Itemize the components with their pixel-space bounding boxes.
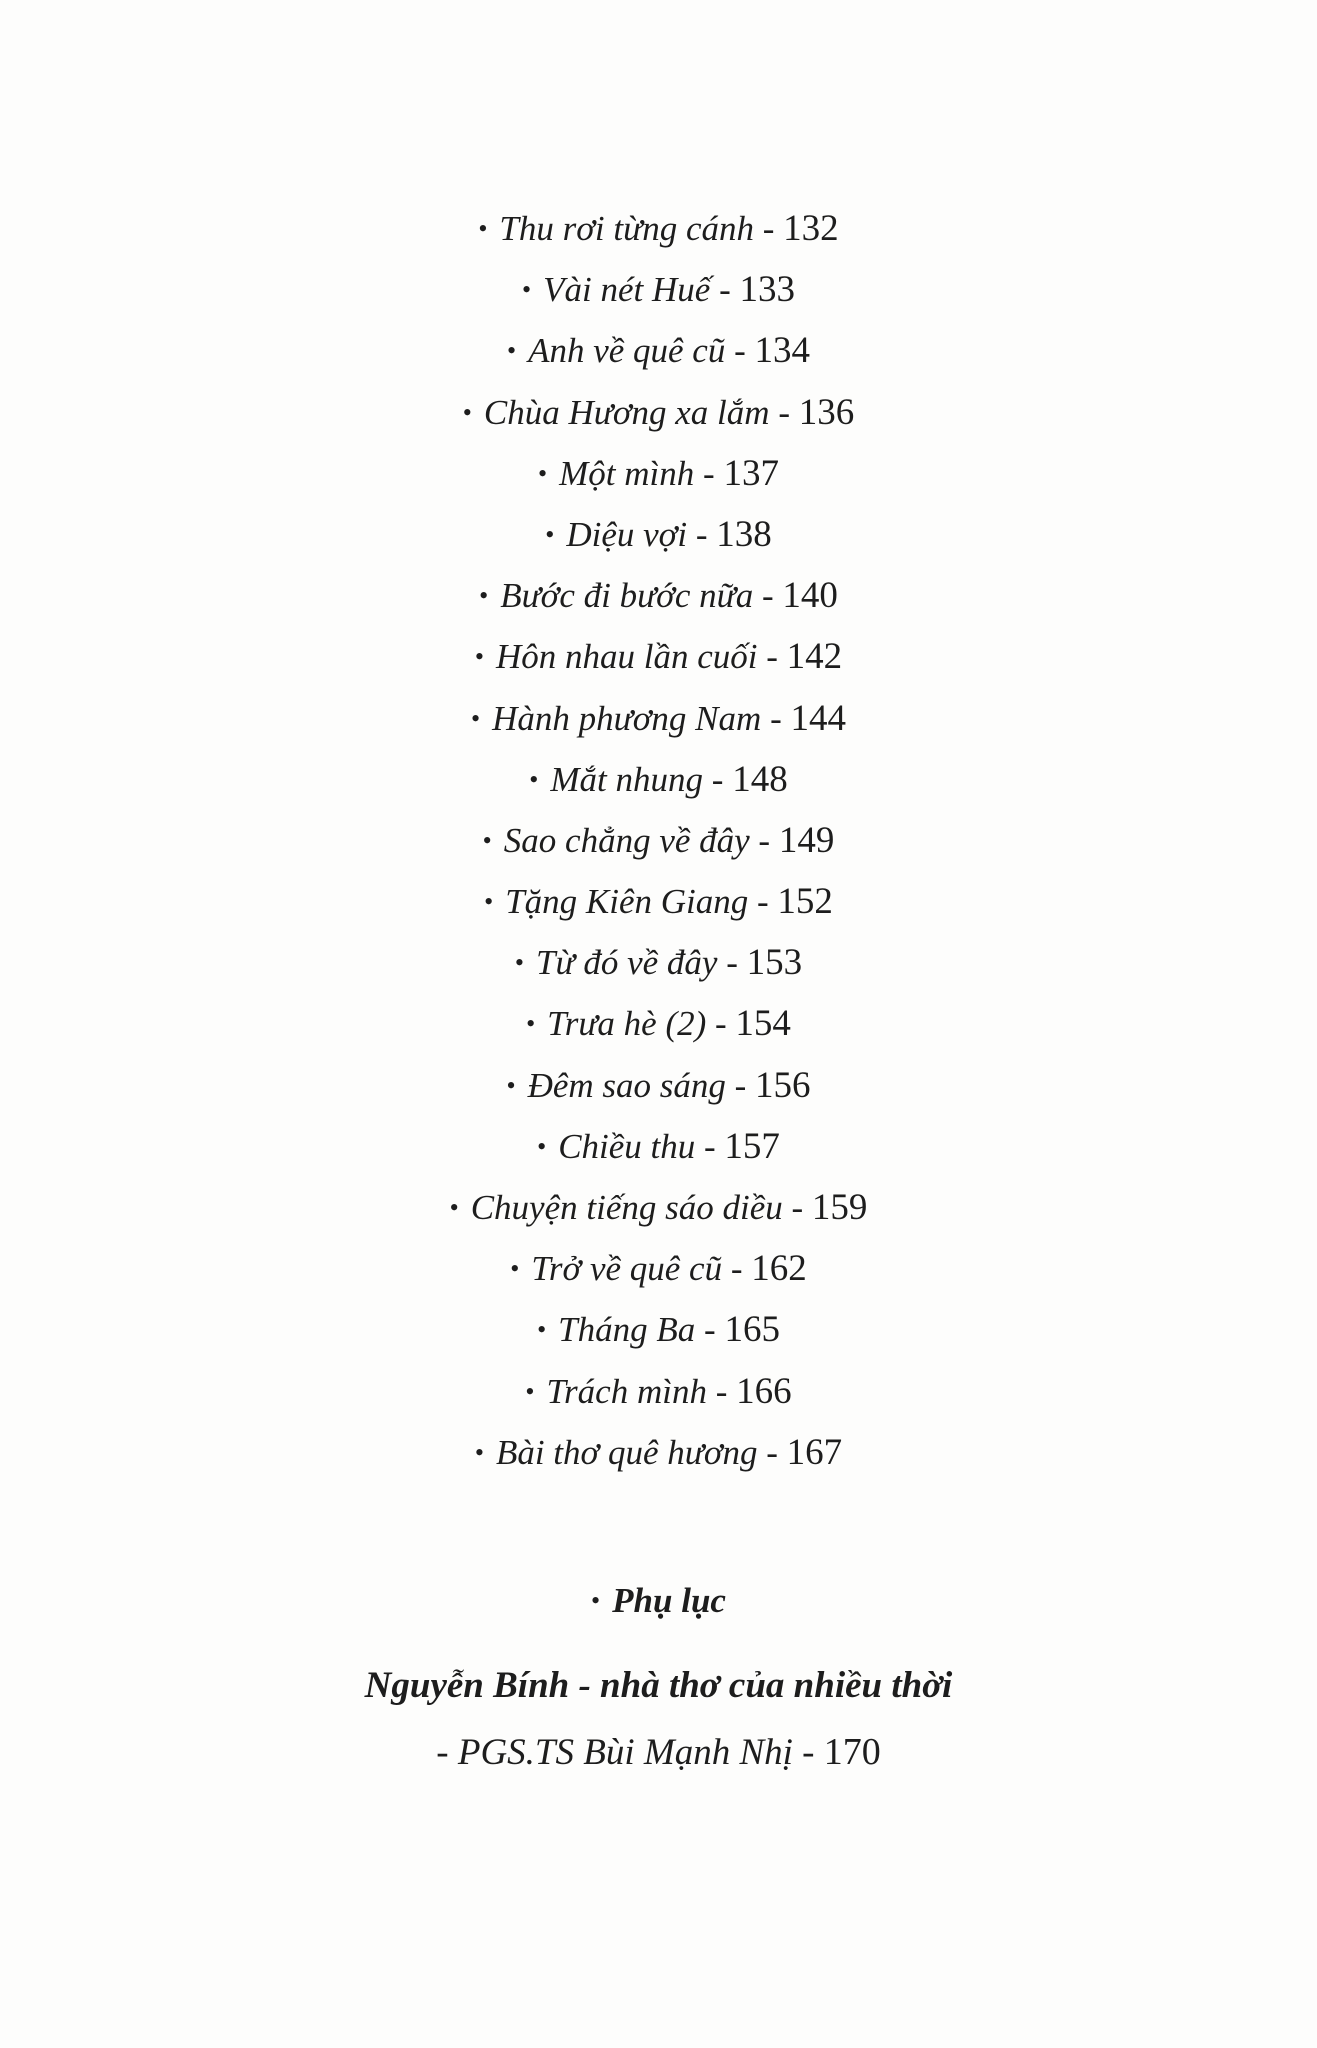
toc-entry	[0, 749, 1317, 810]
toc-entry	[0, 504, 1317, 565]
toc-entry-title: Đêm sao sáng	[527, 1065, 726, 1105]
toc-separator: -	[757, 637, 787, 677]
toc-entry-page: 149	[778, 819, 835, 861]
toc-separator: -	[722, 1249, 752, 1289]
toc-separator: -	[695, 1126, 725, 1166]
bullet-icon: •	[526, 1009, 536, 1039]
toc-entry-page: 159	[811, 1187, 868, 1228]
toc-entry-title: Tặng Kiên Giang	[505, 882, 749, 922]
appendix-title: Nguyễn Bính - nhà thơ của nhiều thời	[364, 1665, 953, 1706]
bullet-icon: •	[471, 703, 481, 733]
toc-entry	[0, 259, 1317, 320]
table-of-contents	[0, 198, 1317, 1483]
toc-entry-page: 154	[735, 1003, 791, 1045]
toc-entry	[0, 1177, 1317, 1238]
toc-entry	[0, 1422, 1317, 1483]
toc-entry-page: 162	[751, 1248, 807, 1290]
toc-separator: -	[706, 1371, 737, 1411]
toc-entry	[0, 871, 1317, 932]
bullet-icon: •	[538, 458, 548, 488]
toc-entry-title: Tháng Ba	[558, 1310, 696, 1350]
toc-entry-title: Trách mình	[546, 1371, 707, 1411]
toc-separator: -	[725, 331, 755, 371]
toc-entry	[0, 198, 1317, 259]
toc-entry-title: Một mình	[559, 453, 695, 493]
toc-entry-title: Sao chẳng về đây	[503, 820, 750, 860]
toc-separator: -	[757, 1432, 787, 1472]
toc-entry	[0, 1055, 1317, 1116]
toc-entry-page: 134	[754, 330, 811, 372]
bullet-icon: •	[591, 1586, 601, 1615]
toc-separator: -	[792, 1732, 824, 1773]
toc-entry	[0, 443, 1317, 504]
toc-entry	[0, 1238, 1317, 1299]
bullet-icon: •	[506, 1070, 516, 1100]
toc-entry	[0, 932, 1317, 993]
toc-entry-title: Thu rơi từng cánh	[499, 209, 755, 248]
bullet-icon: •	[478, 214, 488, 243]
toc-separator: -	[782, 1188, 812, 1227]
bullet-icon: •	[474, 642, 484, 672]
toc-entry	[0, 320, 1317, 381]
toc-entry-title: Từ đó về đây	[536, 943, 718, 983]
bullet-icon: •	[482, 825, 492, 855]
appendix-heading-label: Phụ lục	[612, 1581, 726, 1620]
bullet-icon: •	[474, 1437, 484, 1467]
toc-entry-page: 137	[723, 452, 779, 494]
bullet-icon: •	[506, 336, 517, 366]
toc-entry-page: 138	[716, 513, 772, 555]
toc-separator: -	[694, 453, 724, 493]
toc-separator: -	[717, 943, 747, 983]
toc-separator: -	[725, 1065, 756, 1105]
toc-entry	[0, 1361, 1317, 1422]
toc-entry-page: 156	[755, 1064, 811, 1106]
bullet-icon: •	[484, 887, 494, 917]
toc-entry	[0, 565, 1317, 626]
toc-entry-title: Chùa Hương xa lắm	[483, 392, 770, 432]
toc-entry-title: Hôn nhau lần cuối	[495, 637, 758, 677]
toc-separator: -	[749, 820, 779, 860]
bullet-icon: •	[479, 581, 489, 611]
toc-entry	[0, 993, 1317, 1054]
bullet-icon: •	[537, 1131, 547, 1161]
toc-separator: -	[687, 514, 717, 554]
toc-entry-page: 136	[798, 391, 855, 433]
toc-entry-page: 152	[777, 881, 833, 923]
toc-entry-title: Hành phương Nam	[492, 698, 762, 738]
toc-separator: -	[703, 759, 733, 799]
toc-entry-page: 167	[786, 1431, 843, 1473]
bullet-icon: •	[510, 1254, 520, 1284]
toc-entry-title: Chiều thu	[558, 1126, 696, 1166]
toc-entry	[0, 1299, 1317, 1360]
toc-separator: -	[748, 882, 778, 922]
appendix-page: 170	[823, 1731, 881, 1773]
toc-entry	[0, 1116, 1317, 1177]
toc-entry	[0, 382, 1317, 443]
toc-entry-page: 165	[724, 1309, 780, 1351]
toc-separator: -	[753, 576, 783, 616]
appendix-author: - PGS.TS Bùi Mạnh Nhị	[436, 1732, 793, 1773]
toc-entry-page: 166	[736, 1370, 792, 1412]
bullet-icon: •	[522, 275, 532, 305]
bullet-icon: •	[529, 764, 539, 794]
toc-entry-title: Chuyện tiếng sáo diều	[470, 1188, 783, 1227]
bullet-icon: •	[462, 397, 472, 427]
bullet-icon: •	[537, 1315, 547, 1345]
appendix-heading	[0, 1568, 1317, 1634]
toc-separator: -	[710, 270, 740, 310]
toc-separator: -	[706, 1004, 736, 1044]
appendix-section	[0, 1568, 1317, 1782]
toc-entry-title: Trở về quê cũ	[531, 1249, 723, 1289]
toc-entry-title: Trưa hè (2)	[547, 1004, 707, 1044]
toc-entry-page: 144	[790, 697, 846, 739]
toc-entry-page: 133	[739, 269, 795, 311]
toc-entry-title: Mắt nhung	[550, 759, 704, 799]
toc-entry-page: 157	[724, 1125, 780, 1167]
toc-entry-title: Diệu vợi	[566, 514, 688, 554]
bullet-icon: •	[514, 948, 525, 978]
toc-entry	[0, 688, 1317, 749]
toc-entry-title: Vài nét Huế	[543, 270, 711, 310]
toc-entry-page: 132	[783, 208, 839, 249]
toc-entry-title: Bước đi bước nữa	[500, 576, 754, 616]
toc-entry-title: Anh về quê cũ	[528, 331, 726, 371]
bullet-icon: •	[545, 519, 555, 549]
toc-entry-page: 153	[746, 942, 803, 984]
toc-entry	[0, 626, 1317, 687]
toc-separator: -	[754, 209, 784, 248]
bullet-icon: •	[525, 1376, 535, 1406]
toc-separator: -	[695, 1310, 725, 1350]
toc-separator: -	[761, 698, 791, 738]
toc-entry-page: 142	[786, 636, 843, 678]
toc-entry-page: 140	[782, 575, 838, 617]
toc-separator: -	[769, 392, 799, 432]
toc-entry-page: 148	[732, 758, 788, 800]
toc-entry-title: Bài thơ quê hương	[495, 1432, 758, 1472]
appendix-author-line	[0, 1722, 1317, 1782]
bullet-icon: •	[449, 1193, 459, 1222]
toc-entry	[0, 810, 1317, 871]
